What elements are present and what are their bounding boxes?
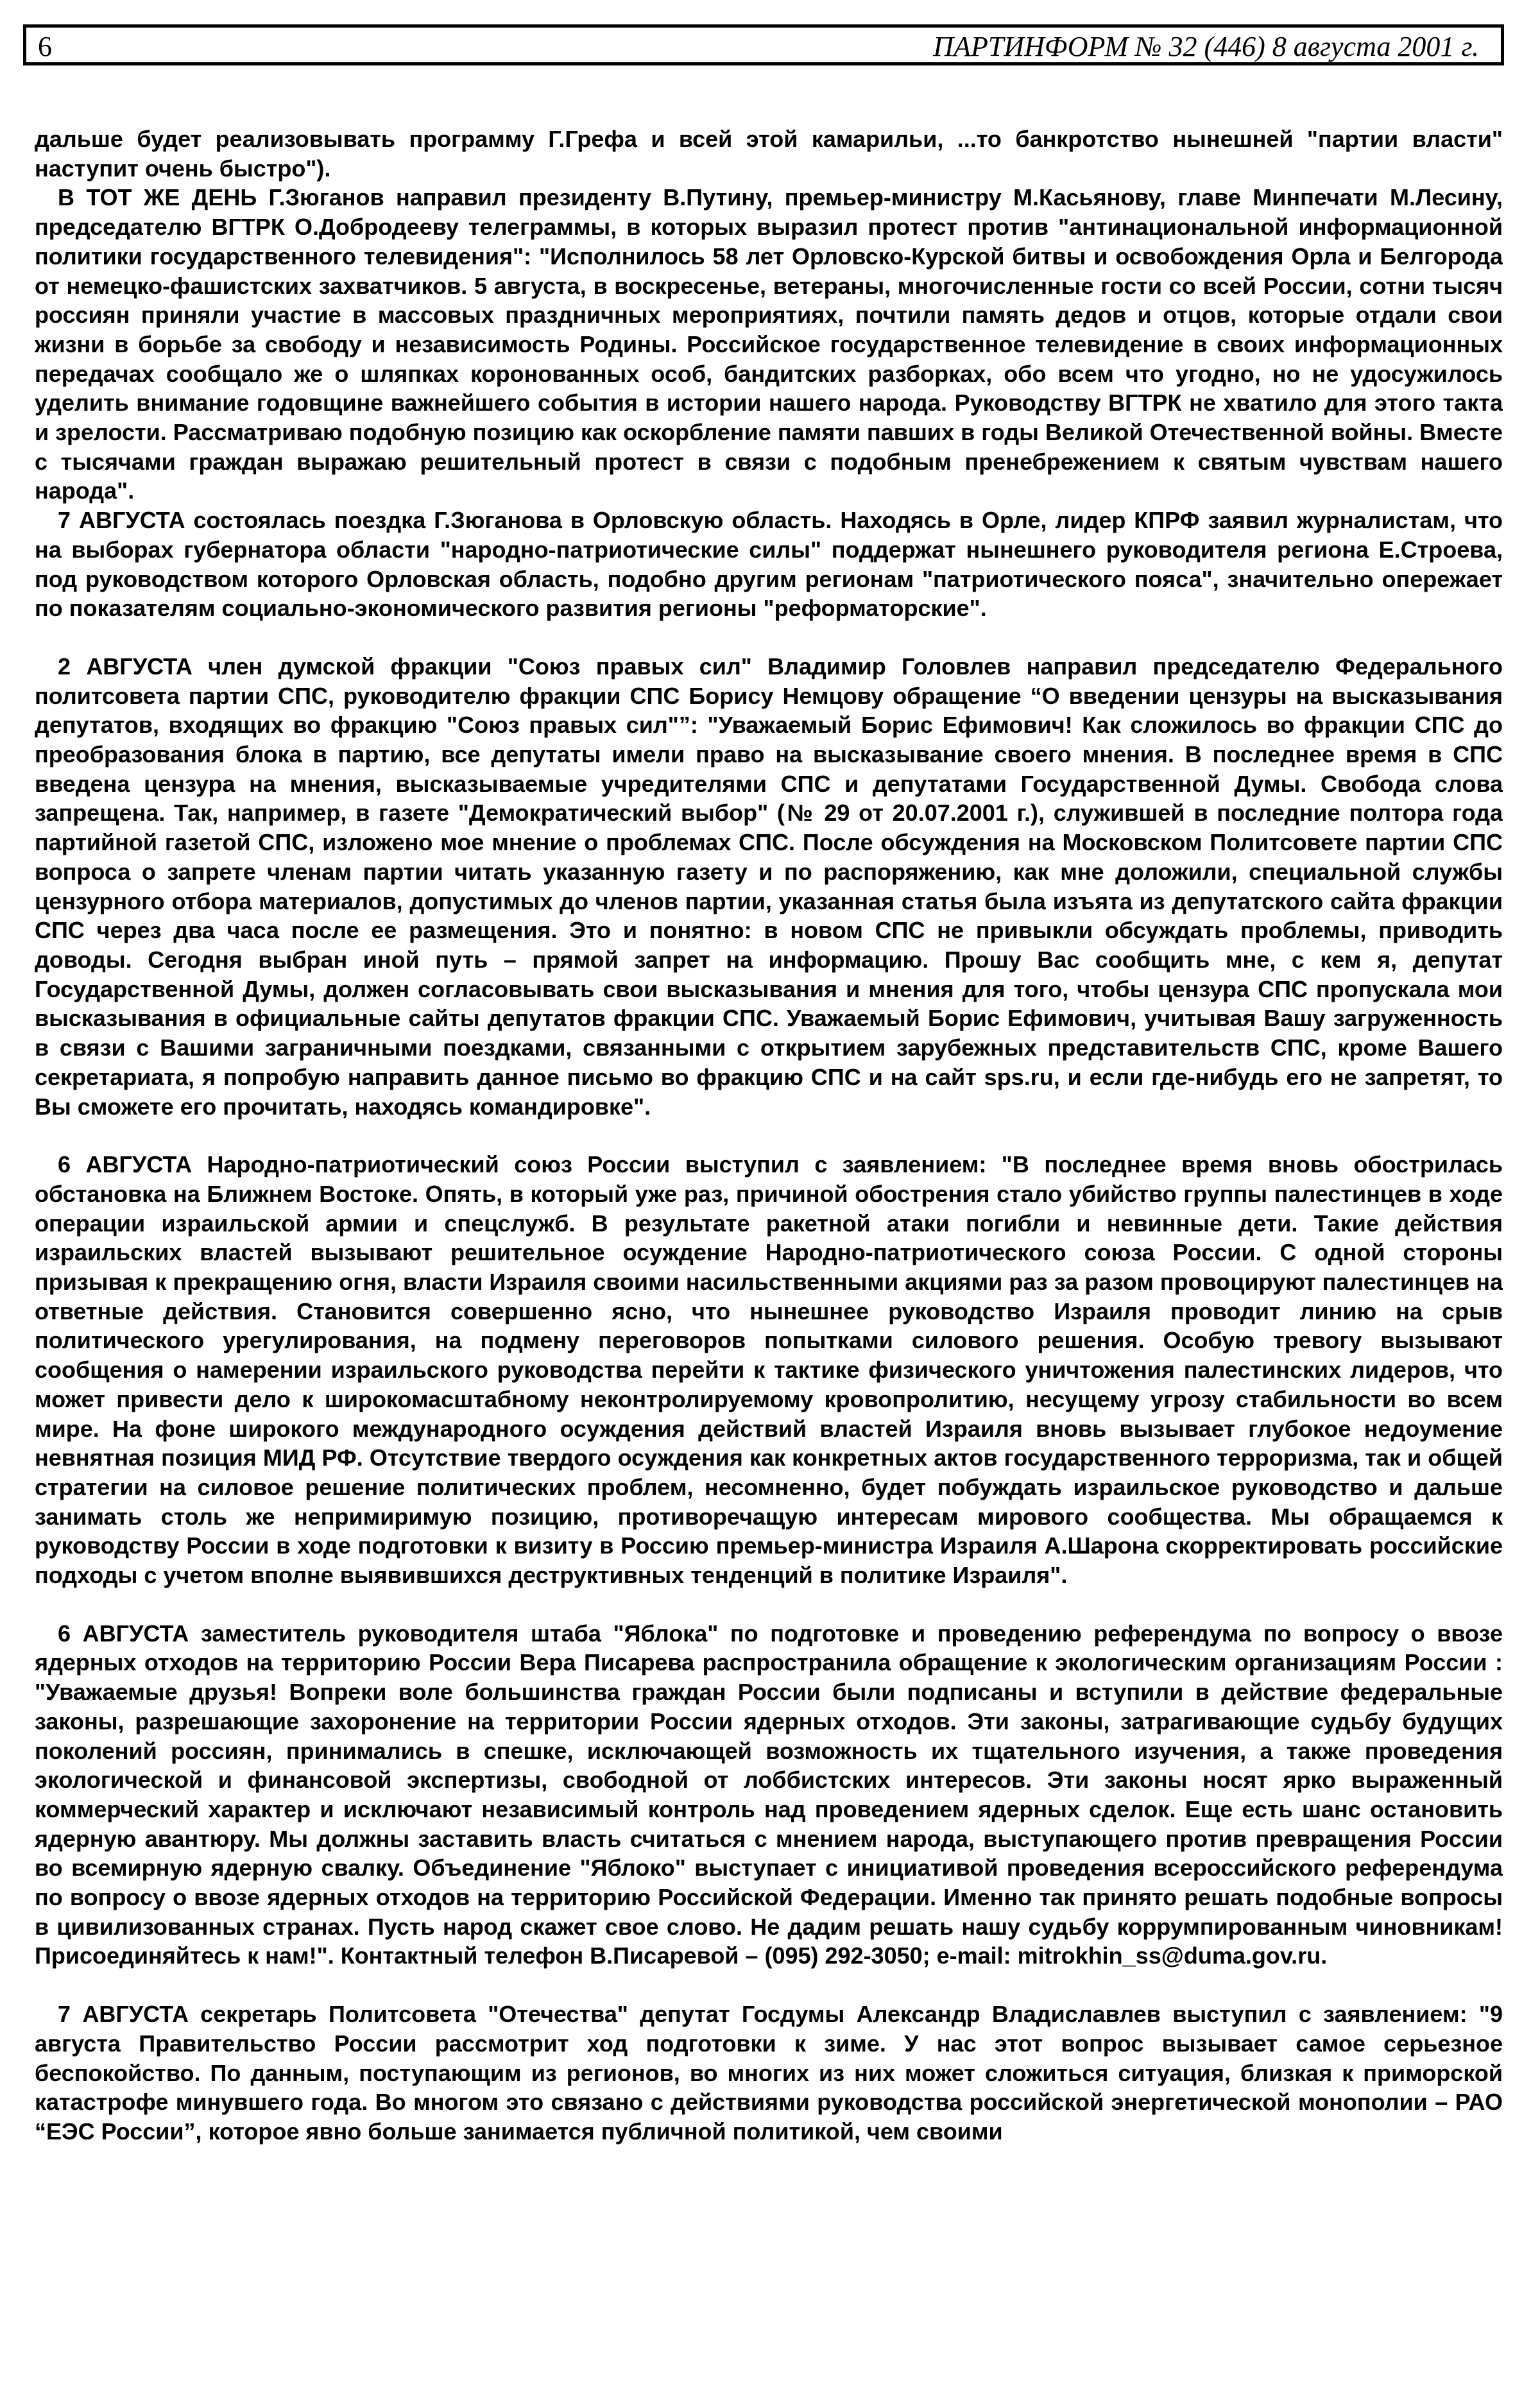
paragraph-orel-trip: 7 АВГУСТА состоялась поездка Г.Зюганова в Орловскую область. Находясь в Орле, лидер КПРФ заявил журналистам, что на выборах губернатора области "народно-патриотические силы" поддержат нынешнего руководителя региона Е.Строева, под руководством которого Орловская область, подобно другим регионам "патриотического пояса", значительно опережает по показателям социально-экономического развития регионы "реформаторские". [35,507,1503,622]
paragraph-continuation: дальше будет реализовывать программу Г.Грефа и всей этой камарильи, ...то банкротство нынешней "партии власти" наступит очень быстро"). [35,126,1503,182]
paragraph-otechestvo-statement: 7 АВГУСТА секретарь Политсовета "Отечества" депутат Госдумы Александр Владиславлев выступил с заявлением: "9 августа Правительство России рассмотрит ход подготовки к зиме. У нас этот вопрос вызывает самое серьезное беспокойство. По данным, поступающим из регионов, во многих из них может сложиться ситуация, близкая к приморской катастрофе минувшего года. Во многом это связано с действиями руководства российской энергетической монополии – РАО “ЕЭС России”, которое явно больше занимается публичной политикой, чем своими [35,2001,1503,2145]
paragraph-zyuganov-telegram: В ТОТ ЖЕ ДЕНЬ Г.Зюганов направил президенту В.Путину, премьер-министру М.Касьянову, главе Минпечати М.Лесину, председателю ВГТРК О.Добродееву телеграммы, в которых выразил протест против "антинациональной информационной политики государственного телевидения": "Исполнилось 58 лет Орловско-Курской битвы и освобождения Орла и Белгорода от немецко-фашистских захватчиков. 5 августа, в воскресенье, ветераны, многочисленные гости со всей России, сотни тысяч россиян приняли участие в массовых праздничных мероприятиях, почтили память дедов и отцов, которые отдали свои жизни в борьбе за свободу и независимость Родины. Российское государственное телевидение в своих информационных передачах сообщало же о шляпках коронованных особ, бандитских разборках, обо всем что угодно, но не удосужилось уделить внимание годовщине важнейшего события в истории нашего народа. Руководству ВГТРК не хватило для этого такта и зрелости. Рассматриваю подобную позицию как оскорбление памяти павших в годы Великой Отечественной войны. Вместе с тысячами граждан выражаю решительный протест в связи с подобным пренебрежением к святым чувствам нашего народа". [35,184,1503,504]
paragraph-npsr-statement: 6 АВГУСТА Народно-патриотический союз России выступил с заявлением: "В последнее время вновь обострилась обстановка на Ближнем Востоке. Опять, в который уже раз, причиной обострения стало убийство группы палестинцев в ходе операции израильской армии и спецслужб. В результате ракетной атаки погибли и невинные дети. Такие действия израильских властей вызывают решительное осуждение Народно-патриотического союза России. С одной стороны призывая к прекращению огня, власти Израиля своими насильственными акциями раз за разом провоцируют палестинцев на ответные действия. Становится совершенно ясно, что нынешнее руководство Израиля проводит линию на срыв политического урегулирования, на подмену переговоров попытками силового решения. Особую тревогу вызывают сообщения о намерении израильского руководства перейти к тактике физического уничтожения палестинских лидеров, что может привести дело к широкомасштабному неконтролируемому кровопролитию, несущему угрозу стабильности во всем мире. На фоне широкого международного осуждения действий властей Израиля вновь вызывает глубокое недоумение невнятная позиция МИД РФ. Отсутствие твердого осуждения как конкретных актов государственного терроризма, так и общей стратегии на силовое решение политических проблем, несомненно, будет побуждать израильское руководство и дальше занимать столь же непримиримую позицию, противоречащую интересам мирового сообщества. Мы обращаемся к руководству России в ходе подготовки к визиту в Россию премьер-министра Израиля А.Шарона скорректировать российские подходы с учетом вполне выявившихся деструктивных тенденций в политике Израиля". [35,1151,1503,1589]
paragraph-golovlev-letter: 2 АВГУСТА член думской фракции "Союз правых сил" Владимир Головлев направил председателю Федерального политсовета партии СПС, руководителю фракции СПС Борису Немцову обращение “О введении цензуры на высказывания депутатов, входящих во фракцию "Союз правых сил"”: "Уважаемый Борис Ефимович! Как сложилось во фракции СПС до преобразования блока в партию, все депутаты имели право на высказывание своего мнения. В последнее время в СПС введена цензура на мнения, высказываемые учредителями СПС и депутатами Государственной Думы. Свобода слова запрещена. Так, например, в газете "Демократический выбор" (№ 29 от 20.07.2001 г.), служившей в последние полтора года партийной газетой СПС, изложено мое мнение о проблемах СПС. После обсуждения на Московском Политсовете партии СПС вопроса о запрете членам партии читать указанную газету и по распоряжению, как мне доложили, специальной службы цензурного отбора материалов, допустимых до членов партии, указанная статья была изъята из депутатского сайта фракции СПС через два часа после ее размещения. Это и понятно: в новом СПС не привыкли обсуждать проблемы, приводить доводы. Сегодня выбран иной путь – прямой запрет на информацию. Прошу Вас сообщить мне, с кем я, депутат Государственной Думы, должен согласовывать свои высказывания и мнения для того, чтобы цензура СПС пропускала мои высказывания в официальные сайты депутатов фракции СПС. Уважаемый Борис Ефимович, учитывая Вашу загруженность в связи с Вашими заграничными поездками, связанными с открытием зарубежных представительств СПС, кроме Вашего секретариата, я попробую направить данное письмо во фракцию СПС и на сайт sps.ru, и если где-нибудь его не запретят, то Вы сможете его прочитать, находясь командировке". [35,653,1503,1120]
page-number: 6 [38,31,52,62]
page-header [23,24,1504,65]
masthead: ПАРТИНФОРМ № 32 (446) 8 августа 2001 г. [933,31,1479,62]
paragraph-yabloko-appeal: 6 АВГУСТА заместитель руководителя штаба "Яблока" по подготовке и проведению референдума по вопросу о ввозе ядерных отходов на территорию России Вера Писарева распространила обращение к экологическим организациям России : "Уважаемые друзья! Вопреки воле большинства граждан России были подписаны и вступили в действие федеральные законы, разрешающие захоронение на территории России ядерных отходов. Эти законы, затрагивающие судьбу будущих поколений россиян, принимались в спешке, исключающей возможность их тщательного изучения, а также проведения экологической и финансовой экспертизы, свободной от лоббистских интересов. Эти законы носят ярко выраженный коммерческий характер и исключают независимый контроль над проведением ядерных сделок. Еще есть шанс остановить ядерную авантюру. Мы должны заставить власть считаться с мнением народа, выступающего против превращения России во всемирную ядерную свалку. Объединение "Яблоко" выступает с инициативой проведения всероссийского референдума по вопросу о ввозе ядерных отходов на территорию Российской Федерации. Именно так принято решать подобные вопросы в цивилизованных странах. Пусть народ скажет свое слово. Не дадим решать нашу судьбу коррумпированным чиновникам! Присоединяйтесь к нам!". Контактный телефон В.Писаревой – (095) 292-3050; e-mail: mitrokhin_ss@duma.gov.ru. [35,1620,1503,1969]
article-body [35,124,1503,2351]
